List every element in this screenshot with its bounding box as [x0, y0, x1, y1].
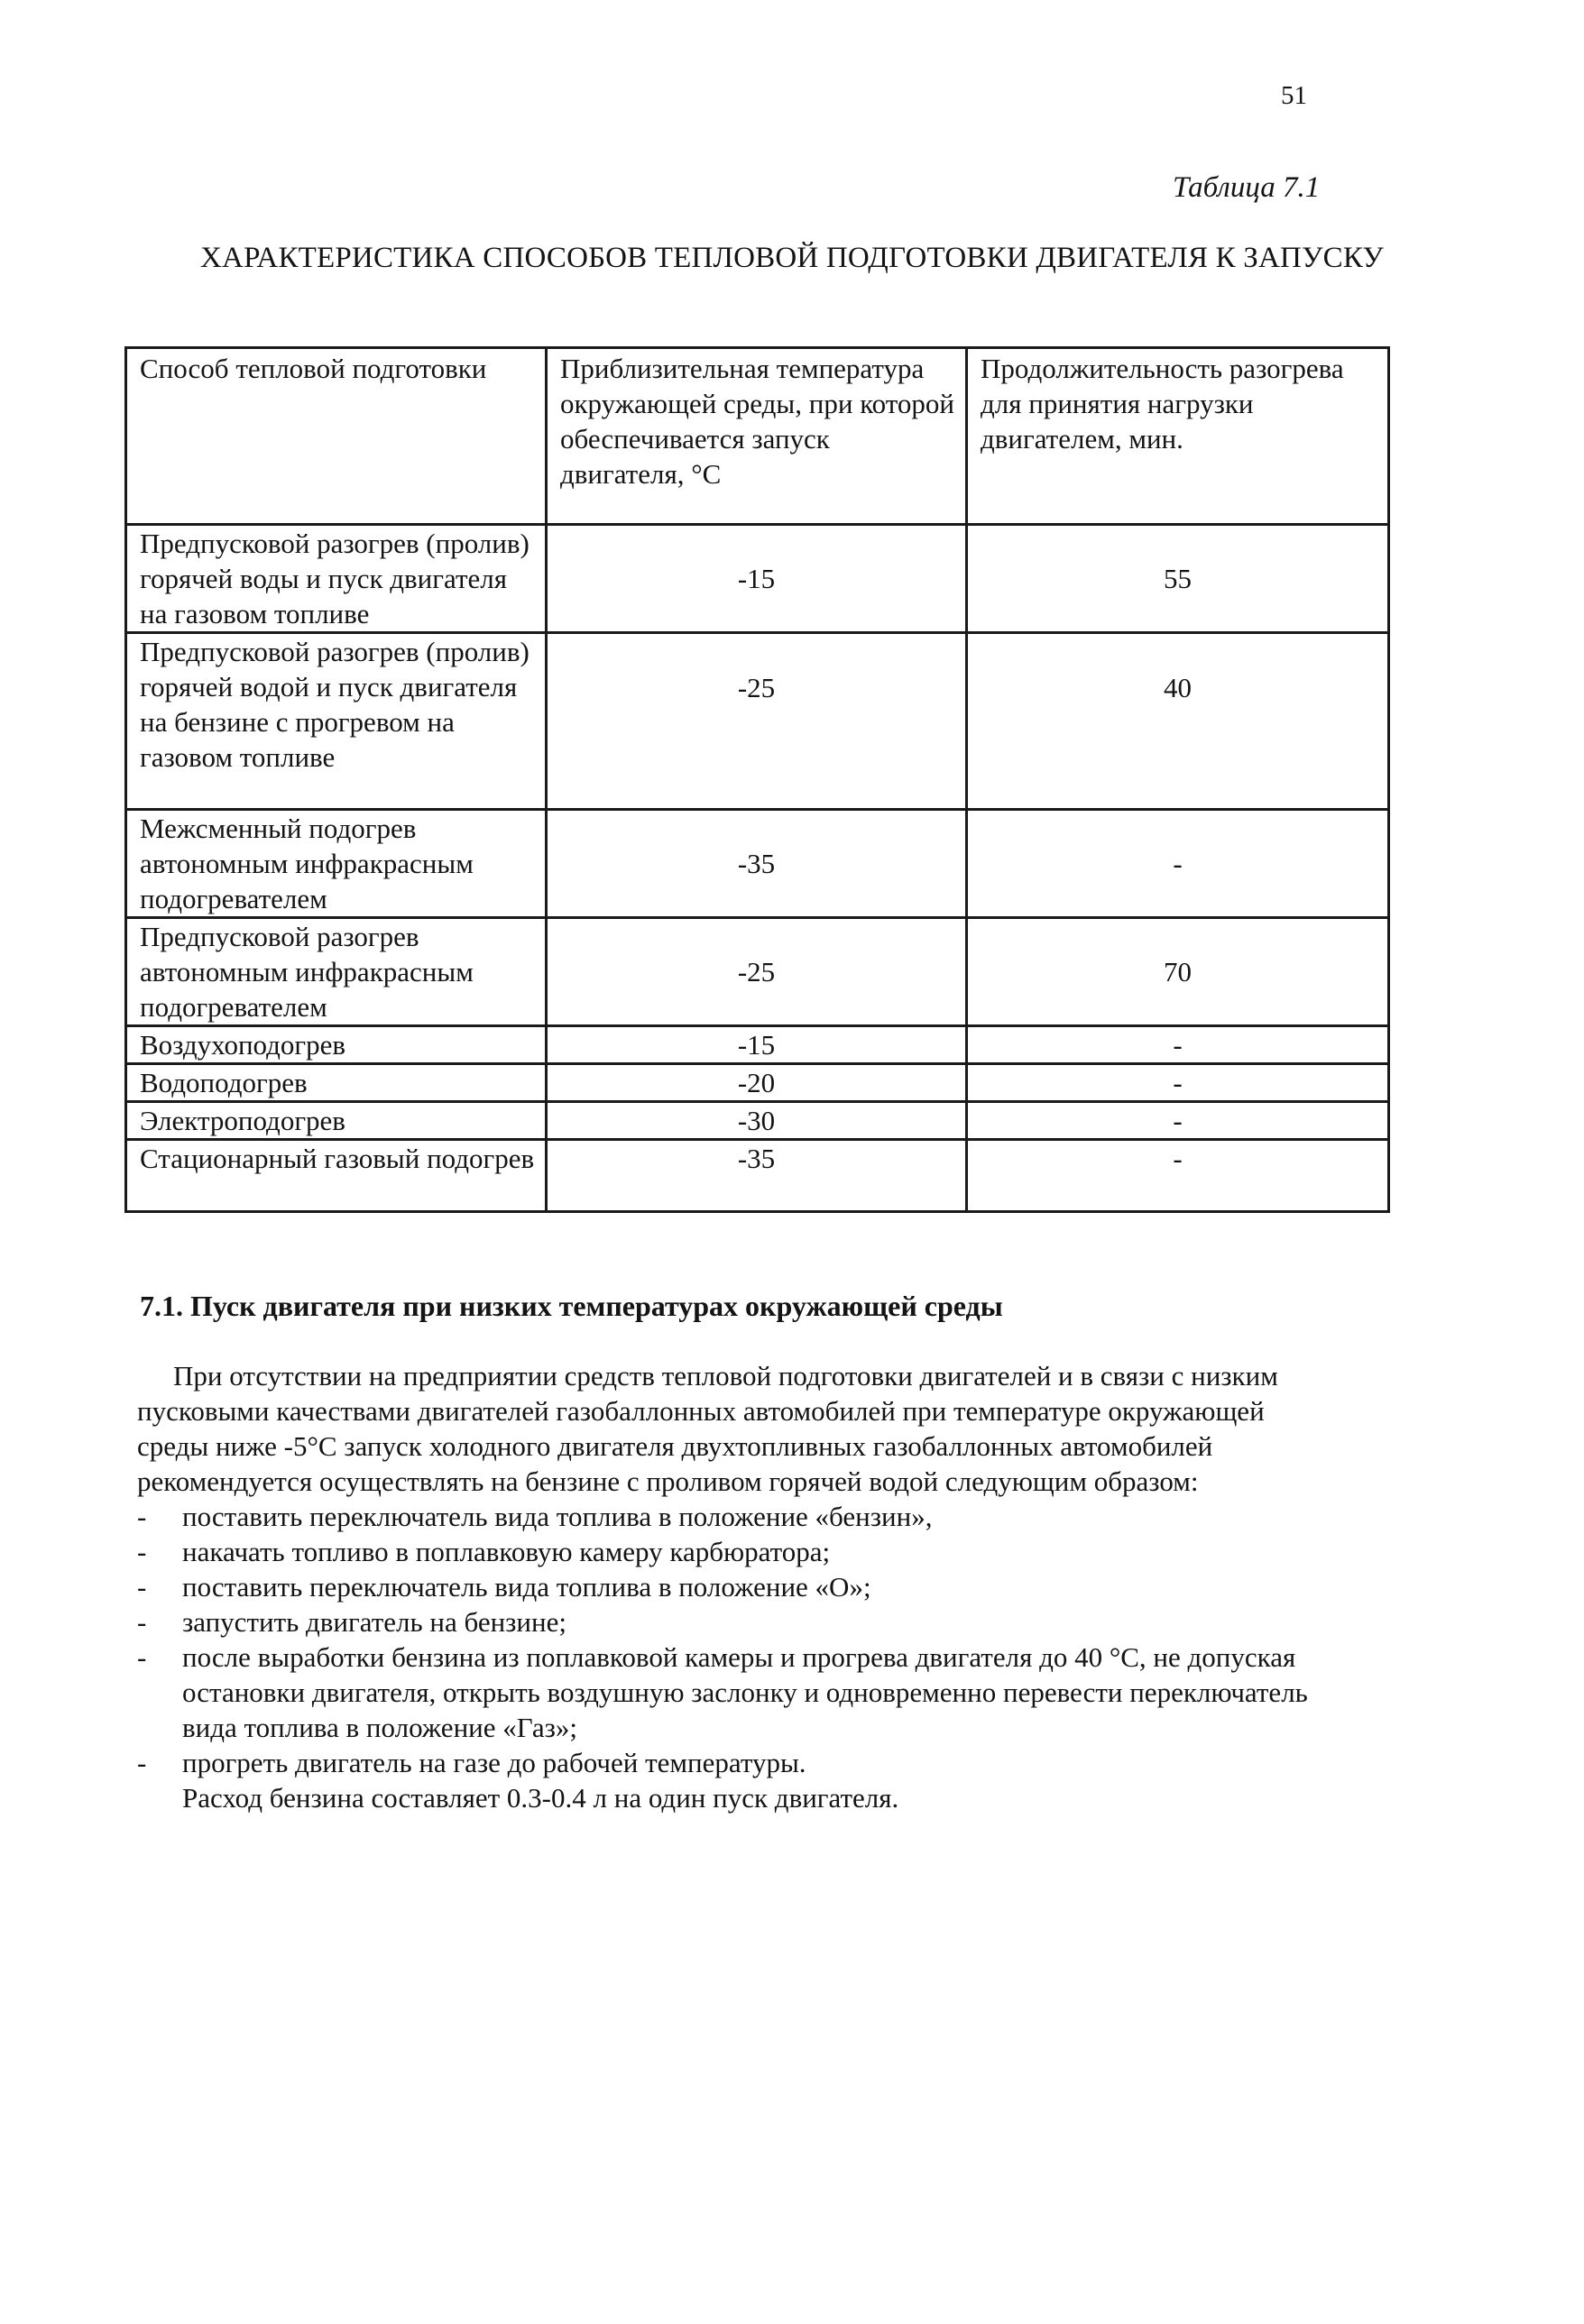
cell-method: Воздухоподогрев [126, 1026, 547, 1064]
cell-method: Электроподогрев [126, 1102, 547, 1140]
list-item [137, 1604, 1337, 1640]
page-number: 51 [1281, 81, 1307, 110]
cell-duration: - [967, 1064, 1389, 1102]
table-row [126, 525, 1389, 633]
table-row [126, 1102, 1389, 1140]
table-row [126, 1026, 1389, 1064]
bullet-dash: - [137, 1641, 147, 1673]
final-note: Расход бензина составляет 0.3-0.4 л на один пуск двигателя. [182, 1782, 899, 1814]
cell-temperature: -15 [547, 1026, 967, 1064]
table-title: ХАРАКТЕРИСТИКА СПОСОБОВ ТЕПЛОВОЙ ПОДГОТОВКИ ДВИГАТЕЛЯ К ЗАПУСКУ [200, 242, 1384, 274]
list-item [137, 1640, 1337, 1745]
cell-duration: - [967, 1102, 1389, 1140]
step-text: накачать топливо в поплавковую камеру карбюратора; [182, 1536, 831, 1567]
cell-method: Предпусковой разогрев (пролив) горячей воды и пуск двигателя на газовом топливе [126, 525, 547, 633]
cell-method: Водоподогрев [126, 1064, 547, 1102]
cell-method: Стационарный газовый подогрев [126, 1140, 547, 1212]
cell-method: Предпусковой разогрев (пролив) горячей водой и пуск двигателя на бензине с прогревом на газовом топливе [126, 633, 547, 810]
cell-duration: - [967, 1026, 1389, 1064]
cell-temperature: -30 [547, 1102, 967, 1140]
list-item [137, 1499, 1337, 1534]
bullet-dash: - [137, 1606, 147, 1638]
header-temperature: Приблизительная температура окружающей среды, при которой обеспечивается запуск двигателя, °С [547, 348, 967, 525]
cell-temperature: -25 [547, 633, 967, 810]
cell-duration: - [967, 1140, 1389, 1212]
table-label: Таблица 7.1 [1173, 171, 1321, 204]
table-row [126, 1064, 1389, 1102]
step-text: запустить двигатель на бензине; [182, 1606, 566, 1638]
section-body [137, 1358, 1337, 1815]
list-item [137, 1745, 1337, 1780]
cell-temperature: -35 [547, 810, 967, 918]
step-text: поставить переключатель вида топлива в положение «О»; [182, 1571, 871, 1603]
list-item [137, 1569, 1337, 1604]
cell-method: Предпусковой разогрев автономным инфракрасным подогревателем [126, 918, 547, 1026]
step-text: после выработки бензина из поплавковой камеры и прогрева двигателя до 40 °С, не допуская остановки двигателя, открыть воздушную заслонку и одновременно перевести переключатель вида топлива в положение «Газ»; [182, 1641, 1308, 1743]
intro-paragraph: При отсутствии на предприятии средств тепловой подготовки двигателей и в связи с низким пусковыми качествами двигателей газобаллонных автомобилей при температуре окружающей среды ниже -5°С запуск холодного двигателя двухтопливных газобаллонных автомобилей рекомендуется осуществлять на бензине с проливом горячей водой следующим образом: [137, 1360, 1278, 1497]
table-row [126, 810, 1389, 918]
list-item [137, 1534, 1337, 1569]
step-text: прогреть двигатель на газе до рабочей температуры. [182, 1747, 806, 1778]
cell-duration: 70 [967, 918, 1389, 1026]
cell-duration: 40 [967, 633, 1389, 810]
table-header-row [126, 348, 1389, 525]
cell-temperature: -25 [547, 918, 967, 1026]
table-row [126, 1140, 1389, 1212]
bullet-dash: - [137, 1571, 147, 1603]
bullet-dash: - [137, 1501, 147, 1532]
cell-temperature: -20 [547, 1064, 967, 1102]
cell-duration: - [967, 810, 1389, 918]
header-method: Способ тепловой подготовки [126, 348, 547, 525]
heat-preparation-table [124, 346, 1390, 1213]
bullet-dash: - [137, 1747, 147, 1778]
table-row [126, 633, 1389, 810]
cell-duration: 55 [967, 525, 1389, 633]
steps-list [137, 1499, 1337, 1780]
header-duration: Продолжительность разогрева для принятия нагрузки двигателем, мин. [967, 348, 1389, 525]
section-heading: 7.1. Пуск двигателя при низких температурах окружающей среды [140, 1290, 1003, 1322]
table-row [126, 918, 1389, 1026]
cell-temperature: -35 [547, 1140, 967, 1212]
cell-temperature: -15 [547, 525, 967, 633]
step-text: поставить переключатель вида топлива в положение «бензин», [182, 1501, 933, 1532]
bullet-dash: - [137, 1536, 147, 1567]
cell-method: Межсменный подогрев автономным инфракрасным подогревателем [126, 810, 547, 918]
